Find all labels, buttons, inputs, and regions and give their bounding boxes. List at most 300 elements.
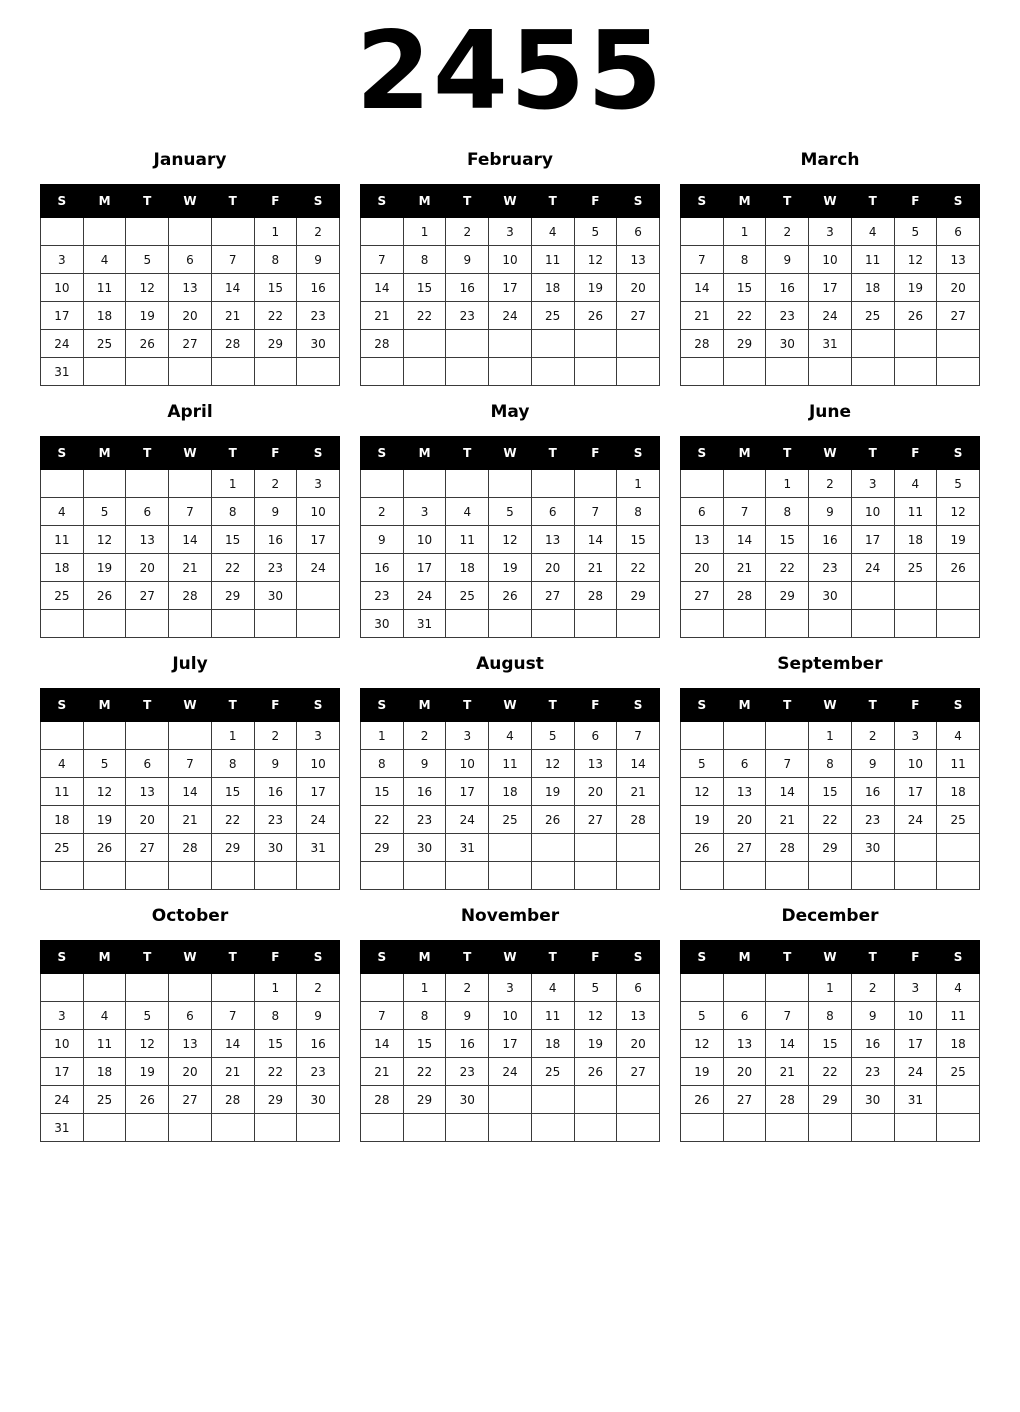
day-cell[interactable]: 13 <box>169 1030 212 1058</box>
day-cell[interactable]: 24 <box>489 1058 532 1086</box>
day-cell[interactable]: 10 <box>41 274 84 302</box>
day-cell[interactable]: 4 <box>41 750 84 778</box>
day-cell[interactable]: 10 <box>489 246 532 274</box>
day-cell[interactable]: 15 <box>403 274 446 302</box>
day-cell[interactable]: 10 <box>446 750 489 778</box>
day-cell[interactable]: 22 <box>617 554 660 582</box>
day-cell[interactable]: 15 <box>766 526 809 554</box>
day-cell[interactable]: 8 <box>211 750 254 778</box>
day-cell[interactable]: 22 <box>809 1058 852 1086</box>
day-cell[interactable]: 9 <box>851 1002 894 1030</box>
day-cell[interactable]: 16 <box>254 526 297 554</box>
day-cell[interactable]: 1 <box>809 722 852 750</box>
day-cell[interactable]: 27 <box>723 1086 766 1114</box>
day-cell[interactable]: 7 <box>169 750 212 778</box>
day-cell[interactable]: 21 <box>211 302 254 330</box>
day-cell[interactable]: 25 <box>937 1058 980 1086</box>
day-cell[interactable]: 23 <box>851 1058 894 1086</box>
day-cell[interactable]: 5 <box>937 470 980 498</box>
day-cell[interactable]: 20 <box>169 1058 212 1086</box>
day-cell[interactable]: 3 <box>894 974 937 1002</box>
day-cell[interactable]: 9 <box>361 526 404 554</box>
day-cell[interactable]: 12 <box>531 750 574 778</box>
day-cell[interactable]: 7 <box>361 246 404 274</box>
day-cell[interactable]: 12 <box>681 778 724 806</box>
day-cell[interactable]: 23 <box>254 806 297 834</box>
day-cell[interactable]: 2 <box>297 974 340 1002</box>
day-cell[interactable]: 18 <box>531 1030 574 1058</box>
day-cell[interactable]: 31 <box>894 1086 937 1114</box>
day-cell[interactable]: 26 <box>681 1086 724 1114</box>
day-cell[interactable]: 6 <box>723 1002 766 1030</box>
day-cell[interactable]: 14 <box>361 274 404 302</box>
day-cell[interactable]: 26 <box>126 1086 169 1114</box>
day-cell[interactable]: 14 <box>169 778 212 806</box>
day-cell[interactable]: 3 <box>41 1002 84 1030</box>
day-cell[interactable]: 23 <box>446 302 489 330</box>
day-cell[interactable]: 25 <box>894 554 937 582</box>
day-cell[interactable]: 9 <box>403 750 446 778</box>
day-cell[interactable]: 6 <box>574 722 617 750</box>
day-cell[interactable]: 1 <box>403 218 446 246</box>
day-cell[interactable]: 1 <box>254 218 297 246</box>
day-cell[interactable]: 14 <box>766 1030 809 1058</box>
day-cell[interactable]: 29 <box>403 1086 446 1114</box>
day-cell[interactable]: 2 <box>361 498 404 526</box>
day-cell[interactable]: 12 <box>83 526 126 554</box>
day-cell[interactable]: 1 <box>723 218 766 246</box>
day-cell[interactable]: 23 <box>297 1058 340 1086</box>
day-cell[interactable]: 5 <box>83 750 126 778</box>
day-cell[interactable]: 26 <box>531 806 574 834</box>
day-cell[interactable]: 11 <box>446 526 489 554</box>
day-cell[interactable]: 9 <box>254 750 297 778</box>
day-cell[interactable]: 23 <box>809 554 852 582</box>
day-cell[interactable]: 19 <box>681 806 724 834</box>
day-cell[interactable]: 17 <box>297 778 340 806</box>
day-cell[interactable]: 8 <box>809 750 852 778</box>
day-cell[interactable]: 28 <box>617 806 660 834</box>
day-cell[interactable]: 19 <box>489 554 532 582</box>
day-cell[interactable]: 15 <box>723 274 766 302</box>
day-cell[interactable]: 28 <box>211 1086 254 1114</box>
day-cell[interactable]: 8 <box>254 1002 297 1030</box>
day-cell[interactable]: 22 <box>254 302 297 330</box>
day-cell[interactable]: 16 <box>766 274 809 302</box>
day-cell[interactable]: 29 <box>254 1086 297 1114</box>
day-cell[interactable]: 14 <box>681 274 724 302</box>
day-cell[interactable]: 2 <box>446 218 489 246</box>
day-cell[interactable]: 7 <box>766 750 809 778</box>
day-cell[interactable]: 24 <box>489 302 532 330</box>
day-cell[interactable]: 6 <box>723 750 766 778</box>
day-cell[interactable]: 12 <box>574 246 617 274</box>
day-cell[interactable]: 13 <box>531 526 574 554</box>
day-cell[interactable]: 13 <box>723 1030 766 1058</box>
day-cell[interactable]: 7 <box>766 1002 809 1030</box>
day-cell[interactable]: 28 <box>681 330 724 358</box>
day-cell[interactable]: 17 <box>446 778 489 806</box>
day-cell[interactable]: 4 <box>531 974 574 1002</box>
day-cell[interactable]: 11 <box>937 1002 980 1030</box>
day-cell[interactable]: 27 <box>617 302 660 330</box>
day-cell[interactable]: 21 <box>169 806 212 834</box>
day-cell[interactable]: 15 <box>211 526 254 554</box>
day-cell[interactable]: 20 <box>723 806 766 834</box>
day-cell[interactable]: 12 <box>489 526 532 554</box>
day-cell[interactable]: 29 <box>617 582 660 610</box>
day-cell[interactable]: 20 <box>681 554 724 582</box>
day-cell[interactable]: 18 <box>937 1030 980 1058</box>
day-cell[interactable]: 26 <box>681 834 724 862</box>
day-cell[interactable]: 15 <box>809 1030 852 1058</box>
day-cell[interactable]: 9 <box>446 246 489 274</box>
day-cell[interactable]: 4 <box>83 246 126 274</box>
day-cell[interactable]: 5 <box>531 722 574 750</box>
day-cell[interactable]: 27 <box>169 330 212 358</box>
day-cell[interactable]: 19 <box>83 554 126 582</box>
day-cell[interactable]: 11 <box>531 246 574 274</box>
day-cell[interactable]: 19 <box>681 1058 724 1086</box>
day-cell[interactable]: 2 <box>446 974 489 1002</box>
day-cell[interactable]: 12 <box>126 1030 169 1058</box>
day-cell[interactable]: 3 <box>297 722 340 750</box>
day-cell[interactable]: 7 <box>169 498 212 526</box>
day-cell[interactable]: 5 <box>126 246 169 274</box>
day-cell[interactable]: 10 <box>894 1002 937 1030</box>
day-cell[interactable]: 31 <box>446 834 489 862</box>
day-cell[interactable]: 8 <box>617 498 660 526</box>
day-cell[interactable]: 26 <box>489 582 532 610</box>
day-cell[interactable]: 14 <box>723 526 766 554</box>
day-cell[interactable]: 24 <box>894 806 937 834</box>
day-cell[interactable]: 19 <box>574 274 617 302</box>
day-cell[interactable]: 11 <box>83 274 126 302</box>
day-cell[interactable]: 14 <box>169 526 212 554</box>
day-cell[interactable]: 20 <box>723 1058 766 1086</box>
day-cell[interactable]: 25 <box>489 806 532 834</box>
day-cell[interactable]: 19 <box>83 806 126 834</box>
day-cell[interactable]: 9 <box>446 1002 489 1030</box>
day-cell[interactable]: 23 <box>254 554 297 582</box>
day-cell[interactable]: 24 <box>894 1058 937 1086</box>
day-cell[interactable]: 21 <box>361 302 404 330</box>
day-cell[interactable]: 23 <box>297 302 340 330</box>
day-cell[interactable]: 18 <box>851 274 894 302</box>
day-cell[interactable]: 17 <box>851 526 894 554</box>
day-cell[interactable]: 25 <box>83 330 126 358</box>
day-cell[interactable]: 13 <box>126 526 169 554</box>
day-cell[interactable]: 20 <box>169 302 212 330</box>
day-cell[interactable]: 4 <box>937 974 980 1002</box>
day-cell[interactable]: 22 <box>211 806 254 834</box>
day-cell[interactable]: 6 <box>169 1002 212 1030</box>
day-cell[interactable]: 9 <box>297 246 340 274</box>
day-cell[interactable]: 31 <box>809 330 852 358</box>
day-cell[interactable]: 10 <box>297 750 340 778</box>
day-cell[interactable]: 16 <box>446 274 489 302</box>
day-cell[interactable]: 8 <box>766 498 809 526</box>
day-cell[interactable]: 1 <box>361 722 404 750</box>
day-cell[interactable]: 5 <box>574 218 617 246</box>
day-cell[interactable]: 30 <box>851 1086 894 1114</box>
day-cell[interactable]: 26 <box>126 330 169 358</box>
day-cell[interactable]: 21 <box>574 554 617 582</box>
day-cell[interactable]: 2 <box>809 470 852 498</box>
day-cell[interactable]: 7 <box>361 1002 404 1030</box>
day-cell[interactable]: 10 <box>894 750 937 778</box>
day-cell[interactable]: 20 <box>937 274 980 302</box>
day-cell[interactable]: 6 <box>531 498 574 526</box>
day-cell[interactable]: 5 <box>681 750 724 778</box>
day-cell[interactable]: 29 <box>361 834 404 862</box>
day-cell[interactable]: 2 <box>851 974 894 1002</box>
day-cell[interactable]: 16 <box>446 1030 489 1058</box>
day-cell[interactable]: 31 <box>41 1114 84 1142</box>
day-cell[interactable]: 24 <box>297 554 340 582</box>
day-cell[interactable]: 14 <box>211 1030 254 1058</box>
day-cell[interactable]: 15 <box>361 778 404 806</box>
day-cell[interactable]: 3 <box>297 470 340 498</box>
day-cell[interactable]: 8 <box>254 246 297 274</box>
day-cell[interactable]: 12 <box>937 498 980 526</box>
day-cell[interactable]: 3 <box>41 246 84 274</box>
day-cell[interactable]: 14 <box>361 1030 404 1058</box>
day-cell[interactable]: 29 <box>723 330 766 358</box>
day-cell[interactable]: 31 <box>297 834 340 862</box>
day-cell[interactable]: 2 <box>851 722 894 750</box>
day-cell[interactable]: 3 <box>809 218 852 246</box>
day-cell[interactable]: 11 <box>531 1002 574 1030</box>
day-cell[interactable]: 16 <box>851 778 894 806</box>
day-cell[interactable]: 26 <box>574 302 617 330</box>
day-cell[interactable]: 1 <box>403 974 446 1002</box>
day-cell[interactable]: 15 <box>254 1030 297 1058</box>
day-cell[interactable]: 30 <box>254 582 297 610</box>
day-cell[interactable]: 30 <box>766 330 809 358</box>
day-cell[interactable]: 17 <box>489 274 532 302</box>
day-cell[interactable]: 21 <box>617 778 660 806</box>
day-cell[interactable]: 23 <box>851 806 894 834</box>
day-cell[interactable]: 1 <box>211 722 254 750</box>
day-cell[interactable]: 25 <box>851 302 894 330</box>
day-cell[interactable]: 30 <box>809 582 852 610</box>
day-cell[interactable]: 4 <box>489 722 532 750</box>
day-cell[interactable]: 3 <box>403 498 446 526</box>
day-cell[interactable]: 22 <box>403 1058 446 1086</box>
day-cell[interactable]: 9 <box>809 498 852 526</box>
day-cell[interactable]: 4 <box>531 218 574 246</box>
day-cell[interactable]: 27 <box>574 806 617 834</box>
day-cell[interactable]: 11 <box>83 1030 126 1058</box>
day-cell[interactable]: 27 <box>126 834 169 862</box>
day-cell[interactable]: 30 <box>361 610 404 638</box>
day-cell[interactable]: 7 <box>211 246 254 274</box>
day-cell[interactable]: 28 <box>766 1086 809 1114</box>
day-cell[interactable]: 3 <box>894 722 937 750</box>
day-cell[interactable]: 8 <box>723 246 766 274</box>
day-cell[interactable]: 18 <box>937 778 980 806</box>
day-cell[interactable]: 20 <box>126 806 169 834</box>
day-cell[interactable]: 29 <box>809 834 852 862</box>
day-cell[interactable]: 16 <box>254 778 297 806</box>
day-cell[interactable]: 9 <box>851 750 894 778</box>
day-cell[interactable]: 13 <box>126 778 169 806</box>
day-cell[interactable]: 22 <box>211 554 254 582</box>
day-cell[interactable]: 3 <box>489 974 532 1002</box>
day-cell[interactable]: 7 <box>617 722 660 750</box>
day-cell[interactable]: 28 <box>211 330 254 358</box>
day-cell[interactable]: 18 <box>894 526 937 554</box>
day-cell[interactable]: 24 <box>41 1086 84 1114</box>
day-cell[interactable]: 30 <box>851 834 894 862</box>
day-cell[interactable]: 25 <box>531 1058 574 1086</box>
day-cell[interactable]: 9 <box>254 498 297 526</box>
day-cell[interactable]: 6 <box>126 750 169 778</box>
day-cell[interactable]: 17 <box>894 1030 937 1058</box>
day-cell[interactable]: 18 <box>446 554 489 582</box>
day-cell[interactable]: 4 <box>894 470 937 498</box>
day-cell[interactable]: 27 <box>169 1086 212 1114</box>
day-cell[interactable]: 22 <box>723 302 766 330</box>
day-cell[interactable]: 22 <box>361 806 404 834</box>
day-cell[interactable]: 5 <box>83 498 126 526</box>
day-cell[interactable]: 6 <box>617 218 660 246</box>
day-cell[interactable]: 31 <box>41 358 84 386</box>
day-cell[interactable]: 20 <box>574 778 617 806</box>
day-cell[interactable]: 8 <box>361 750 404 778</box>
day-cell[interactable]: 23 <box>446 1058 489 1086</box>
day-cell[interactable]: 17 <box>809 274 852 302</box>
day-cell[interactable]: 17 <box>894 778 937 806</box>
day-cell[interactable]: 28 <box>361 1086 404 1114</box>
day-cell[interactable]: 20 <box>617 1030 660 1058</box>
day-cell[interactable]: 25 <box>41 582 84 610</box>
day-cell[interactable]: 5 <box>126 1002 169 1030</box>
day-cell[interactable]: 18 <box>41 806 84 834</box>
day-cell[interactable]: 12 <box>126 274 169 302</box>
day-cell[interactable]: 4 <box>83 1002 126 1030</box>
day-cell[interactable]: 19 <box>531 778 574 806</box>
day-cell[interactable]: 26 <box>937 554 980 582</box>
day-cell[interactable]: 16 <box>361 554 404 582</box>
day-cell[interactable]: 27 <box>617 1058 660 1086</box>
day-cell[interactable]: 10 <box>297 498 340 526</box>
day-cell[interactable]: 15 <box>211 778 254 806</box>
day-cell[interactable]: 13 <box>617 246 660 274</box>
day-cell[interactable]: 22 <box>766 554 809 582</box>
day-cell[interactable]: 13 <box>681 526 724 554</box>
day-cell[interactable]: 4 <box>937 722 980 750</box>
day-cell[interactable]: 21 <box>723 554 766 582</box>
day-cell[interactable]: 17 <box>403 554 446 582</box>
day-cell[interactable]: 6 <box>681 498 724 526</box>
day-cell[interactable]: 19 <box>894 274 937 302</box>
day-cell[interactable]: 3 <box>851 470 894 498</box>
day-cell[interactable]: 26 <box>83 834 126 862</box>
day-cell[interactable]: 11 <box>489 750 532 778</box>
day-cell[interactable]: 15 <box>403 1030 446 1058</box>
day-cell[interactable]: 8 <box>211 498 254 526</box>
day-cell[interactable]: 22 <box>403 302 446 330</box>
day-cell[interactable]: 7 <box>574 498 617 526</box>
day-cell[interactable]: 11 <box>894 498 937 526</box>
day-cell[interactable]: 6 <box>126 498 169 526</box>
day-cell[interactable]: 27 <box>531 582 574 610</box>
day-cell[interactable]: 11 <box>851 246 894 274</box>
day-cell[interactable]: 6 <box>169 246 212 274</box>
day-cell[interactable]: 19 <box>937 526 980 554</box>
day-cell[interactable]: 8 <box>403 246 446 274</box>
day-cell[interactable]: 23 <box>403 806 446 834</box>
day-cell[interactable]: 24 <box>403 582 446 610</box>
day-cell[interactable]: 2 <box>254 470 297 498</box>
day-cell[interactable]: 7 <box>681 246 724 274</box>
day-cell[interactable]: 4 <box>41 498 84 526</box>
day-cell[interactable]: 5 <box>681 1002 724 1030</box>
day-cell[interactable]: 6 <box>937 218 980 246</box>
day-cell[interactable]: 16 <box>297 274 340 302</box>
day-cell[interactable]: 10 <box>489 1002 532 1030</box>
day-cell[interactable]: 31 <box>403 610 446 638</box>
day-cell[interactable]: 29 <box>809 1086 852 1114</box>
day-cell[interactable]: 1 <box>617 470 660 498</box>
day-cell[interactable]: 19 <box>126 302 169 330</box>
day-cell[interactable]: 12 <box>894 246 937 274</box>
day-cell[interactable]: 20 <box>531 554 574 582</box>
day-cell[interactable]: 17 <box>41 1058 84 1086</box>
day-cell[interactable]: 20 <box>617 274 660 302</box>
day-cell[interactable]: 25 <box>446 582 489 610</box>
day-cell[interactable]: 8 <box>403 1002 446 1030</box>
day-cell[interactable]: 28 <box>361 330 404 358</box>
day-cell[interactable]: 14 <box>211 274 254 302</box>
day-cell[interactable]: 22 <box>809 806 852 834</box>
day-cell[interactable]: 10 <box>41 1030 84 1058</box>
day-cell[interactable]: 11 <box>41 778 84 806</box>
day-cell[interactable]: 1 <box>254 974 297 1002</box>
day-cell[interactable]: 18 <box>83 302 126 330</box>
day-cell[interactable]: 25 <box>937 806 980 834</box>
day-cell[interactable]: 29 <box>211 834 254 862</box>
day-cell[interactable]: 21 <box>766 806 809 834</box>
day-cell[interactable]: 25 <box>41 834 84 862</box>
day-cell[interactable]: 7 <box>211 1002 254 1030</box>
day-cell[interactable]: 13 <box>169 274 212 302</box>
day-cell[interactable]: 16 <box>809 526 852 554</box>
day-cell[interactable]: 16 <box>297 1030 340 1058</box>
day-cell[interactable]: 29 <box>766 582 809 610</box>
day-cell[interactable]: 27 <box>126 582 169 610</box>
day-cell[interactable]: 13 <box>574 750 617 778</box>
day-cell[interactable]: 27 <box>723 834 766 862</box>
day-cell[interactable]: 4 <box>446 498 489 526</box>
day-cell[interactable]: 2 <box>766 218 809 246</box>
day-cell[interactable]: 18 <box>41 554 84 582</box>
day-cell[interactable]: 30 <box>297 330 340 358</box>
day-cell[interactable]: 14 <box>766 778 809 806</box>
day-cell[interactable]: 23 <box>766 302 809 330</box>
day-cell[interactable]: 10 <box>851 498 894 526</box>
day-cell[interactable]: 12 <box>83 778 126 806</box>
day-cell[interactable]: 28 <box>766 834 809 862</box>
day-cell[interactable]: 2 <box>403 722 446 750</box>
day-cell[interactable]: 5 <box>489 498 532 526</box>
day-cell[interactable]: 15 <box>809 778 852 806</box>
day-cell[interactable]: 4 <box>851 218 894 246</box>
day-cell[interactable]: 21 <box>361 1058 404 1086</box>
day-cell[interactable]: 7 <box>723 498 766 526</box>
